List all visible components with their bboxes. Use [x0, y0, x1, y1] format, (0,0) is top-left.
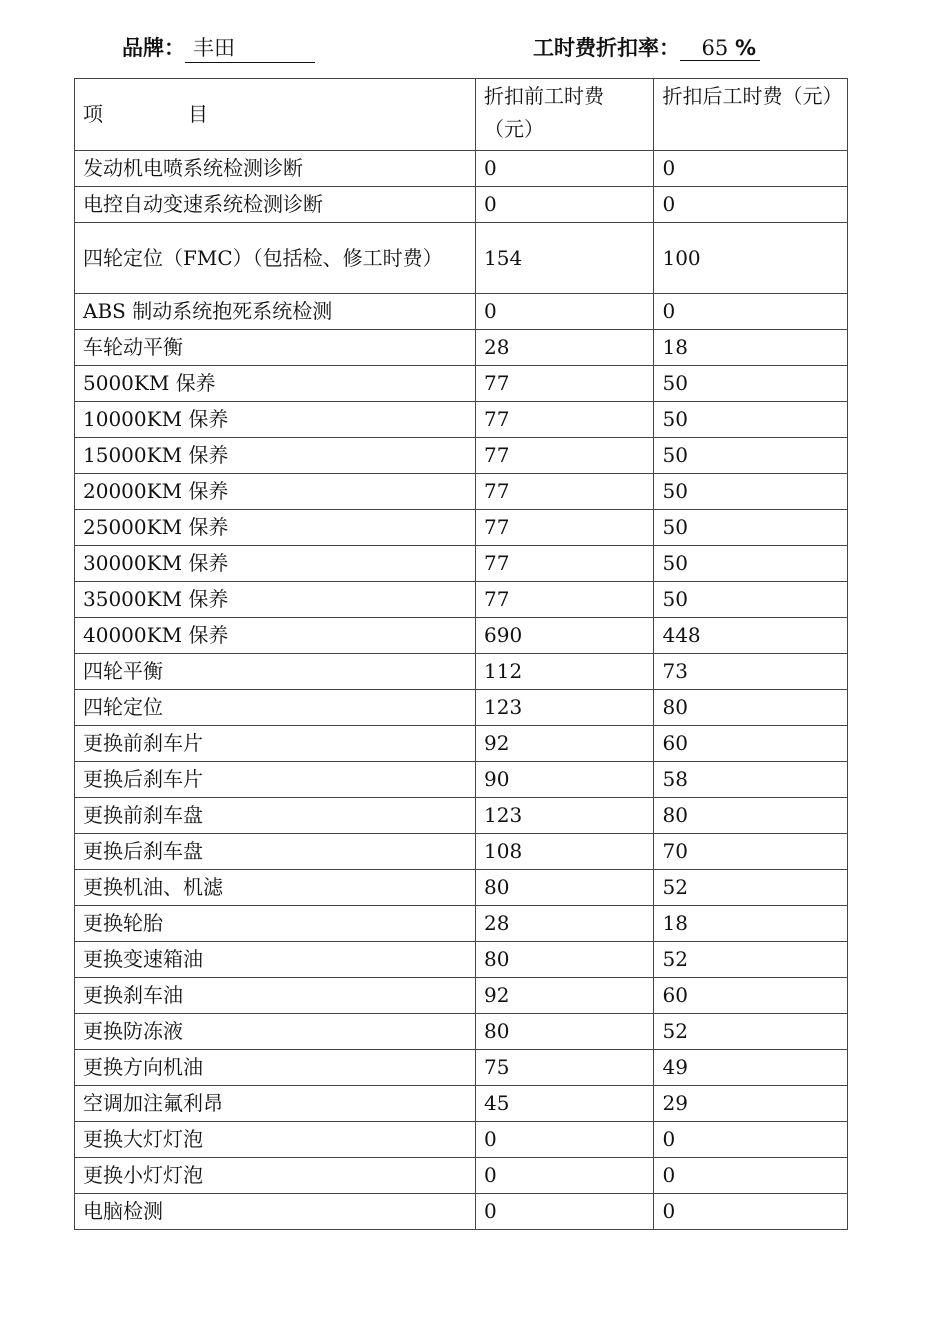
after-discount-cell: 73: [654, 654, 848, 690]
before-discount-cell: 77: [476, 366, 654, 402]
before-discount-cell: 77: [476, 582, 654, 618]
discount-rate-field: [533, 32, 760, 62]
brand-field: [122, 32, 315, 63]
table-row: [75, 1050, 848, 1086]
item-cell: 电控自动变速系统检测诊断: [75, 187, 476, 223]
before-discount-cell: 28: [476, 330, 654, 366]
table-row: [75, 654, 848, 690]
after-discount-cell: 70: [654, 834, 848, 870]
before-discount-cell: 77: [476, 510, 654, 546]
after-discount-cell: 0: [654, 294, 848, 330]
before-discount-cell: 90: [476, 762, 654, 798]
item-cell: 更换后刹车盘: [75, 834, 476, 870]
before-discount-cell: 0: [476, 294, 654, 330]
after-discount-cell: 0: [654, 151, 848, 187]
table-row: [75, 906, 848, 942]
item-cell: 更换轮胎: [75, 906, 476, 942]
before-discount-cell: 0: [476, 187, 654, 223]
item-cell: 空调加注氟利昂: [75, 1086, 476, 1122]
item-cell: 更换方向机油: [75, 1050, 476, 1086]
after-discount-cell: 0: [654, 1158, 848, 1194]
table-row: [75, 187, 848, 223]
before-discount-cell: 77: [476, 402, 654, 438]
table-row: [75, 690, 848, 726]
item-cell: 电脑检测: [75, 1194, 476, 1230]
item-cell: 四轮定位: [75, 690, 476, 726]
table-row: [75, 438, 848, 474]
before-discount-cell: 123: [476, 690, 654, 726]
brand-label: 品牌：: [122, 36, 185, 60]
item-cell: 5000KM 保养: [75, 366, 476, 402]
table-body: [75, 151, 848, 1230]
brand-value: 丰田: [185, 32, 315, 63]
table-header-row: [75, 79, 848, 151]
before-discount-cell: 80: [476, 942, 654, 978]
discount-rate-value: [680, 36, 760, 61]
after-discount-cell: 29: [654, 1086, 848, 1122]
column-header-after: 折扣后工时费（元）: [654, 79, 848, 151]
column-header-item: 项 目: [75, 79, 476, 151]
before-discount-cell: 28: [476, 906, 654, 942]
table-row: [75, 726, 848, 762]
item-cell: 更换防冻液: [75, 1014, 476, 1050]
table-row: [75, 582, 848, 618]
discount-rate-unit: %: [734, 36, 756, 60]
table-row: [75, 870, 848, 906]
after-discount-cell: 50: [654, 402, 848, 438]
before-discount-cell: 154: [476, 223, 654, 294]
after-discount-cell: 49: [654, 1050, 848, 1086]
after-discount-cell: 50: [654, 438, 848, 474]
before-discount-cell: 0: [476, 1194, 654, 1230]
after-discount-cell: 52: [654, 870, 848, 906]
before-discount-cell: 77: [476, 546, 654, 582]
after-discount-cell: 50: [654, 510, 848, 546]
labor-fee-table: [74, 78, 848, 1230]
item-cell: 15000KM 保养: [75, 438, 476, 474]
after-discount-cell: 60: [654, 978, 848, 1014]
item-cell: 更换后刹车片: [75, 762, 476, 798]
before-discount-cell: 0: [476, 151, 654, 187]
before-discount-cell: 77: [476, 438, 654, 474]
item-cell: 发动机电喷系统检测诊断: [75, 151, 476, 187]
before-discount-cell: 45: [476, 1086, 654, 1122]
table-row: [75, 1158, 848, 1194]
table-row: [75, 978, 848, 1014]
after-discount-cell: 60: [654, 726, 848, 762]
table-row: [75, 1014, 848, 1050]
before-discount-cell: 80: [476, 870, 654, 906]
before-discount-cell: 0: [476, 1158, 654, 1194]
before-discount-cell: 123: [476, 798, 654, 834]
table-row: [75, 1122, 848, 1158]
item-cell: 更换变速箱油: [75, 942, 476, 978]
discount-rate-number: 65: [701, 36, 729, 60]
after-discount-cell: 52: [654, 1014, 848, 1050]
table-row: [75, 942, 848, 978]
before-discount-cell: 112: [476, 654, 654, 690]
discount-rate-label: 工时费折扣率：: [533, 36, 680, 60]
table-row: [75, 546, 848, 582]
item-cell: 25000KM 保养: [75, 510, 476, 546]
before-discount-cell: 75: [476, 1050, 654, 1086]
before-discount-cell: 92: [476, 726, 654, 762]
table-row: [75, 294, 848, 330]
item-cell: 更换大灯灯泡: [75, 1122, 476, 1158]
after-discount-cell: 18: [654, 330, 848, 366]
after-discount-cell: 52: [654, 942, 848, 978]
table-row: [75, 834, 848, 870]
item-cell: 35000KM 保养: [75, 582, 476, 618]
item-cell: 10000KM 保养: [75, 402, 476, 438]
table-row: [75, 762, 848, 798]
after-discount-cell: 0: [654, 1122, 848, 1158]
item-cell: 30000KM 保养: [75, 546, 476, 582]
item-cell: 20000KM 保养: [75, 474, 476, 510]
before-discount-cell: 690: [476, 618, 654, 654]
after-discount-cell: 50: [654, 366, 848, 402]
table-row: [75, 798, 848, 834]
table-row: [75, 330, 848, 366]
after-discount-cell: 0: [654, 187, 848, 223]
after-discount-cell: 18: [654, 906, 848, 942]
table-row: [75, 151, 848, 187]
item-cell: 更换前刹车盘: [75, 798, 476, 834]
after-discount-cell: 50: [654, 546, 848, 582]
item-cell: 更换刹车油: [75, 978, 476, 1014]
after-discount-cell: 0: [654, 1194, 848, 1230]
item-cell: 更换机油、机滤: [75, 870, 476, 906]
after-discount-cell: 100: [654, 223, 848, 294]
document-header: [0, 32, 925, 66]
table-row: [75, 366, 848, 402]
item-cell: 40000KM 保养: [75, 618, 476, 654]
after-discount-cell: 448: [654, 618, 848, 654]
table-row: [75, 474, 848, 510]
after-discount-cell: 50: [654, 474, 848, 510]
table-row: [75, 402, 848, 438]
table-row: [75, 510, 848, 546]
item-cell: 四轮定位（FMC）（包括检、修工时费）: [75, 223, 476, 294]
after-discount-cell: 58: [654, 762, 848, 798]
table-row: [75, 1194, 848, 1230]
before-discount-cell: 108: [476, 834, 654, 870]
item-cell: 四轮平衡: [75, 654, 476, 690]
after-discount-cell: 80: [654, 690, 848, 726]
before-discount-cell: 80: [476, 1014, 654, 1050]
before-discount-cell: 0: [476, 1122, 654, 1158]
table-row: [75, 1086, 848, 1122]
item-cell: 更换前刹车片: [75, 726, 476, 762]
item-cell: ABS 制动系统抱死系统检测: [75, 294, 476, 330]
column-header-before: 折扣前工时费（元）: [476, 79, 654, 151]
item-cell: 更换小灯灯泡: [75, 1158, 476, 1194]
after-discount-cell: 50: [654, 582, 848, 618]
table-row: [75, 618, 848, 654]
item-cell: 车轮动平衡: [75, 330, 476, 366]
table-row: [75, 223, 848, 294]
before-discount-cell: 77: [476, 474, 654, 510]
after-discount-cell: 80: [654, 798, 848, 834]
before-discount-cell: 92: [476, 978, 654, 1014]
